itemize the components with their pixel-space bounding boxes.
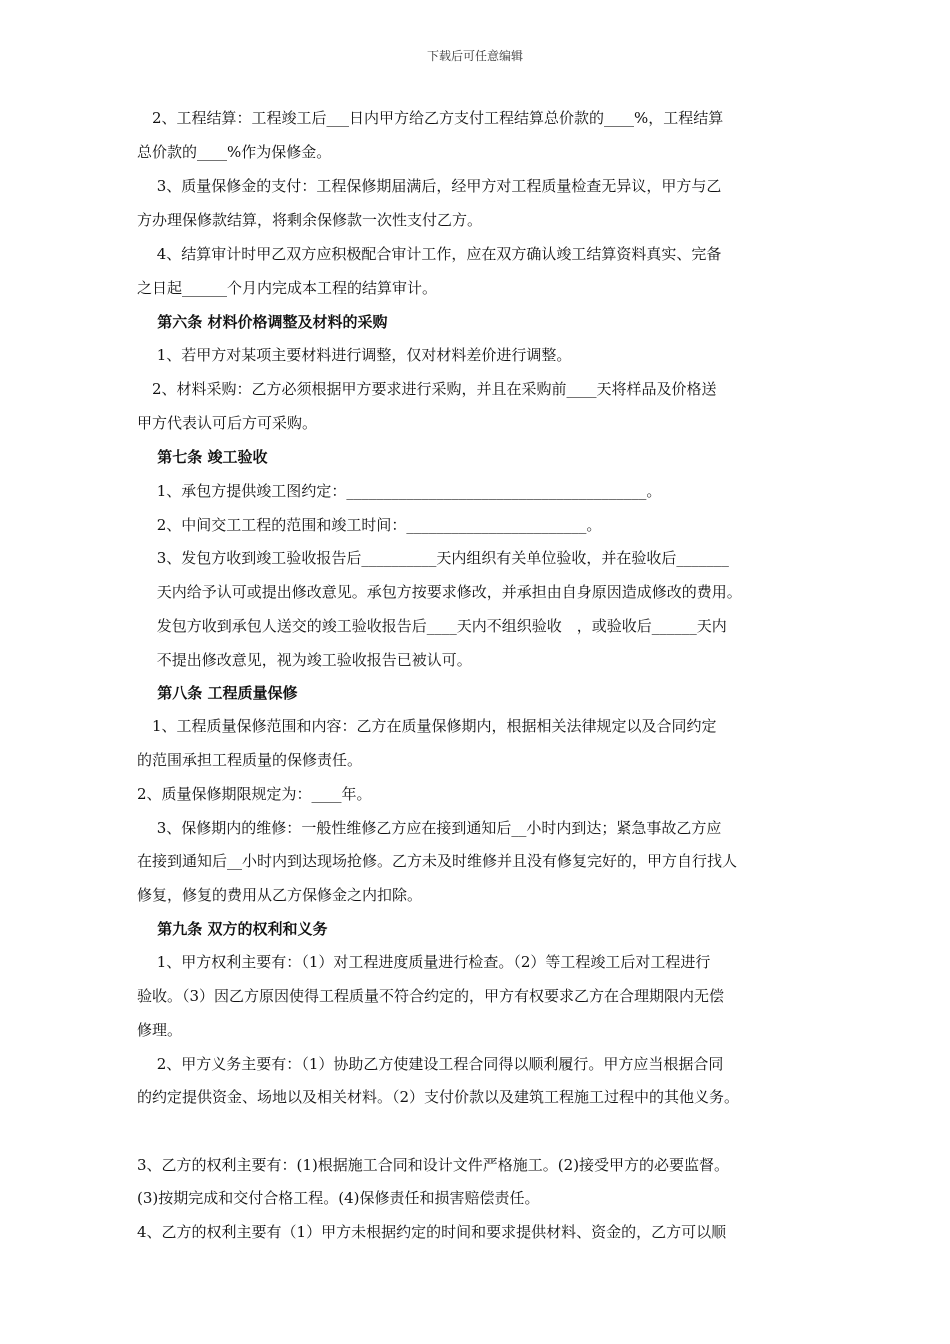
paragraph-line: 之日起______个月内完成本工程的结算审计。 — [137, 279, 438, 297]
paragraph-line: 2、甲方义务主要有：（1）协助乙方使建设工程合同得以顺利履行。甲方应当根据合同 — [137, 1055, 724, 1073]
paragraph-line: 1、若甲方对某项主要材料进行调整，仅对材料差价进行调整。 — [137, 346, 572, 364]
paragraph-line: 甲方代表认可后方可采购。 — [137, 414, 318, 432]
paragraph-line: 3、保修期内的维修：一般性维修乙方应在接到通知后__小时内到达；紧急事故乙方应 — [137, 819, 722, 837]
paragraph-line: 的约定提供资金、场地以及相关材料。（2）支付价款以及建筑工程施工过程中的其他义务。 — [137, 1088, 740, 1106]
paragraph-line: 总价款的____%作为保修金。 — [137, 143, 332, 161]
paragraph-line: 修复，修复的费用从乙方保修金之内扣除。 — [137, 886, 423, 904]
paragraph-line: 不提出修改意见，视为竣工验收报告已被认可。 — [137, 651, 472, 669]
paragraph-line: 的范围承担工程质量的保修责任。 — [137, 751, 363, 769]
paragraph-line: 4、乙方的权利主要有（1）甲方未根据约定的时间和要求提供材料、资金的，乙方可以顺 — [137, 1223, 727, 1241]
paragraph-line: 1、承包方提供竣工图约定：________________________________________。 — [137, 482, 662, 500]
paragraph-line: (3)按期完成和交付合格工程。(4)保修责任和损害赔偿责任。 — [137, 1189, 540, 1207]
paragraph-line: 3、质量保修金的支付：工程保修期届满后，经甲方对工程质量检查无异议，甲方与乙 — [137, 177, 722, 195]
page-header-note: 下载后可任意编辑 — [426, 49, 523, 63]
paragraph-line: 发包方收到承包人送交的竣工验收报告后____天内不组织验收 ，或验收后______天内 — [137, 617, 727, 635]
section-heading: 第八条 工程质量保修 — [137, 684, 298, 702]
paragraph-line: 3、乙方的权利主要有：(1)根据施工合同和设计文件严格施工。(2)接受甲方的必要监督。 — [137, 1156, 730, 1174]
paragraph-line: 验收。（3）因乙方原因使得工程质量不符合约定的，甲方有权要求乙方在合理期限内无偿 — [137, 987, 725, 1005]
section-heading: 第七条 竣工验收 — [137, 448, 268, 466]
paragraph-line: 4、结算审计时甲乙双方应积极配合审计工作，应在双方确认竣工结算资料真实、完备 — [137, 245, 722, 263]
paragraph-line: 2、工程结算：工程竣工后___日内甲方给乙方支付工程结算总价款的____%，工程结算 — [137, 109, 724, 127]
paragraph-line: 2、中间交工工程的范围和竣工时间：________________________。 — [137, 516, 602, 534]
paragraph-line: 天内给予认可或提出修改意见。承包方按要求修改，并承担由自身原因造成修改的费用。 — [137, 583, 742, 601]
paragraph-line: 1、工程质量保修范围和内容：乙方在质量保修期内，根据相关法律规定以及合同约定 — [137, 717, 717, 735]
paragraph-line: 1、甲方权利主要有：（1）对工程进度质量进行检查。（2）等工程竣工后对工程进行 — [137, 953, 711, 971]
paragraph-line: 方办理保修款结算，将剩余保修款一次性支付乙方。 — [137, 211, 483, 229]
paragraph-line: 2、材料采购：乙方必须根据甲方要求进行采购，并且在采购前____天将样品及价格送 — [137, 380, 717, 398]
section-heading: 第六条 材料价格调整及材料的采购 — [137, 313, 388, 331]
paragraph-line: 2、质量保修期限规定为：____年。 — [137, 785, 372, 803]
section-heading: 第九条 双方的权利和义务 — [137, 920, 328, 938]
paragraph-line: 修理。 — [137, 1021, 183, 1039]
paragraph-line: 3、发包方收到竣工验收报告后__________天内组织有关单位验收，并在验收后_______ — [137, 549, 729, 567]
paragraph-line: 在接到通知后__小时内到达现场抢修。乙方未及时维修并且没有修复完好的，甲方自行找人 — [137, 852, 738, 870]
